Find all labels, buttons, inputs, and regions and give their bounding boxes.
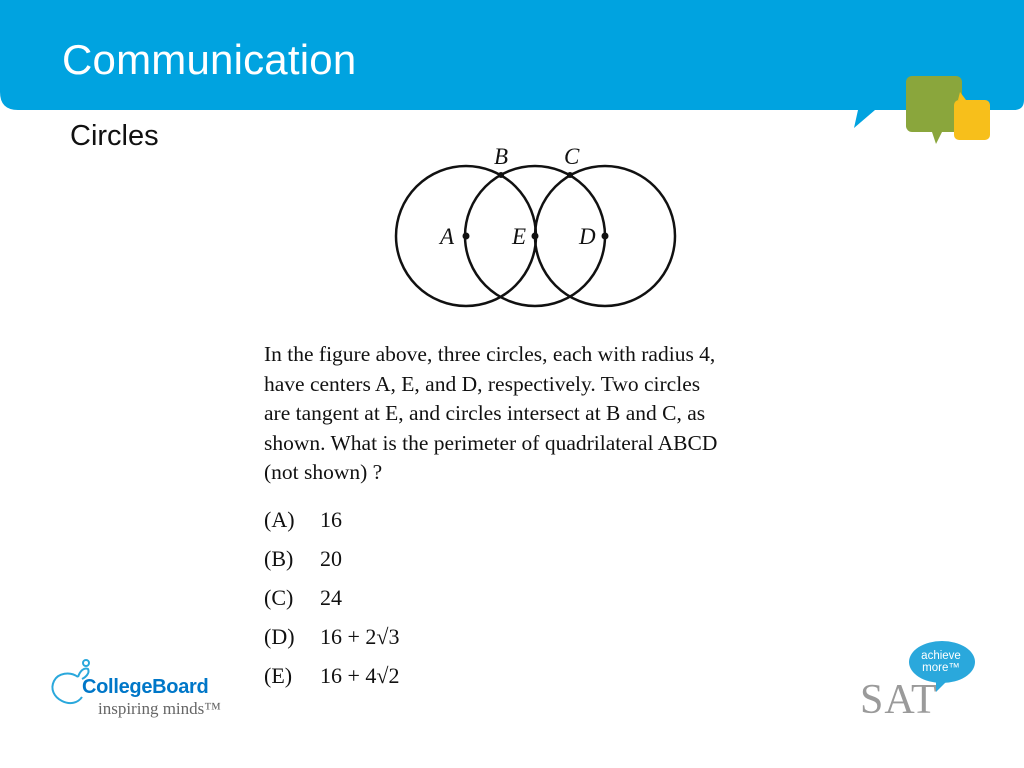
point-c bbox=[567, 172, 573, 178]
label-d: D bbox=[579, 224, 596, 249]
choice-c bbox=[264, 578, 399, 617]
achieve-line: achieve bbox=[921, 650, 961, 662]
answer-choices bbox=[264, 500, 399, 695]
more-line: more™ bbox=[922, 662, 960, 674]
problem-line: are tangent at E, and circles intersect at B and C, as bbox=[264, 401, 706, 425]
choice-e bbox=[264, 656, 399, 695]
sat-wordmark: SAT bbox=[860, 677, 938, 723]
point-a bbox=[463, 233, 470, 240]
choice-a bbox=[264, 500, 399, 539]
problem-line: shown. What is the perimeter of quadrilateral ABCD bbox=[264, 430, 718, 455]
speech-bubbles-icon bbox=[896, 70, 1006, 150]
slide-subtitle: Circles bbox=[70, 120, 159, 152]
collegeboard-wordmark: CollegeBoard bbox=[82, 676, 209, 698]
problem-line: In the figure above, three circles, each with radius 4, bbox=[264, 342, 716, 366]
label-e: E bbox=[512, 224, 527, 249]
three-circles-figure bbox=[380, 140, 700, 320]
label-a: A bbox=[440, 224, 455, 249]
choice-letter: (E) bbox=[264, 662, 293, 688]
choice-letter: (A) bbox=[264, 506, 295, 532]
problem-line: (not shown) ? bbox=[264, 460, 383, 484]
choice-letter: (B) bbox=[264, 545, 294, 571]
problem-text bbox=[264, 340, 824, 488]
choice-value: 24 bbox=[320, 584, 342, 610]
choice-letter: (D) bbox=[264, 623, 295, 649]
choice-value: 16 bbox=[320, 506, 342, 532]
achieve-more-text bbox=[906, 650, 976, 674]
choice-value: 16 + 4√2 bbox=[320, 662, 400, 688]
choice-value: 16 + 2√3 bbox=[320, 623, 400, 649]
problem-line: have centers A, E, and D, respectively. Two circles bbox=[264, 371, 701, 396]
choice-value: 20 bbox=[320, 545, 342, 571]
choice-b bbox=[264, 539, 399, 578]
label-b: B bbox=[494, 144, 509, 169]
label-c: C bbox=[564, 144, 580, 169]
choice-d bbox=[264, 617, 399, 656]
point-e bbox=[532, 233, 539, 240]
header-title: Communication bbox=[62, 36, 357, 83]
point-d bbox=[602, 233, 609, 240]
point-b bbox=[498, 172, 504, 178]
collegeboard-tagline: inspiring minds™ bbox=[98, 699, 221, 718]
choice-letter: (C) bbox=[264, 584, 294, 610]
header-band bbox=[0, 0, 1024, 110]
